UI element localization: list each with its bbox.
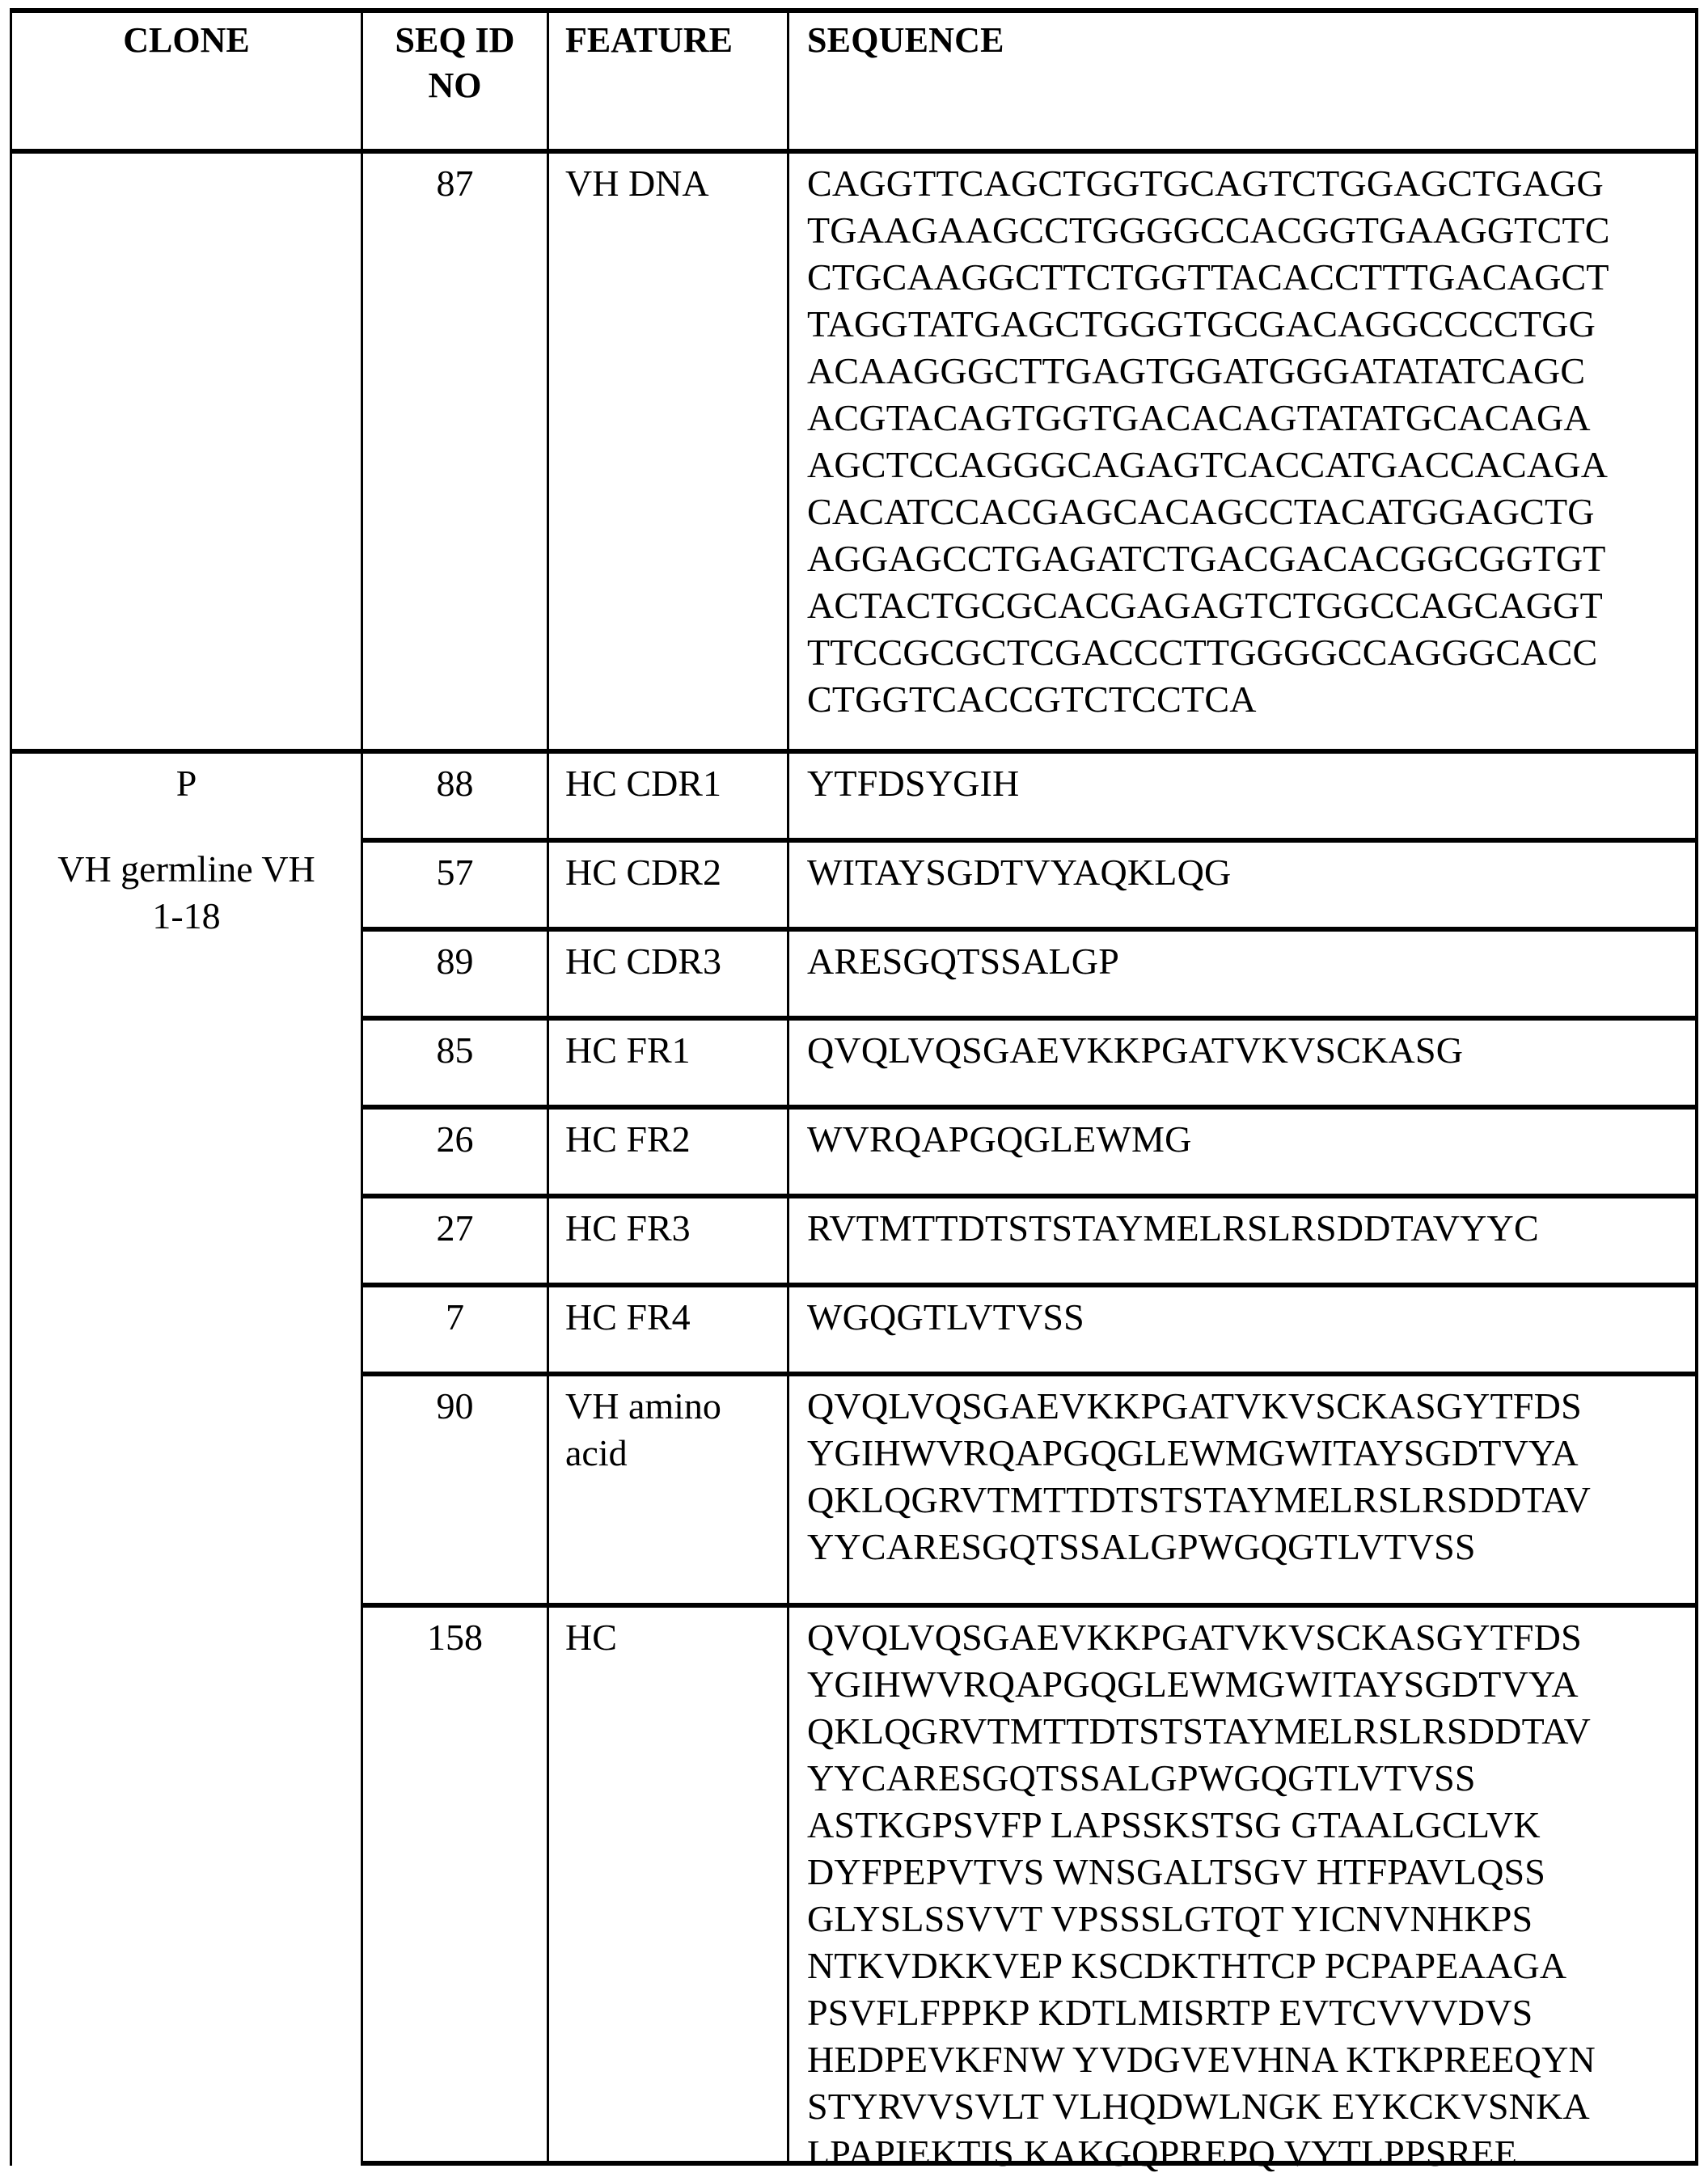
sequence-line: TTCCGCGCTCGACCCTTGGGGCCAGGGCACC xyxy=(807,632,1598,673)
sequence-line: YTFDSYGIH xyxy=(807,763,1020,804)
sequence-line: GLYSLSSVVT VPSSSLGTQT YICNVNHKPS xyxy=(807,1898,1533,1939)
feature-cell: HC FR3 xyxy=(547,1194,787,1283)
sequence-line: CTGCAAGGCTTCTGGTTACACCTTTGACAGCT xyxy=(807,256,1609,298)
feature-cell: HC CDR2 xyxy=(547,838,787,927)
clone-cell xyxy=(10,749,361,2166)
sequence-line: AGCTCCAGGGCAGAGTCACCATGACCACAGA xyxy=(807,444,1609,485)
header-feature: FEATURE xyxy=(547,13,787,149)
table-row-hc-fr1 xyxy=(361,1016,1698,1105)
sequence-line: RVTMTTDTSTSTAYMELRSLRSDDTAVYYC xyxy=(807,1207,1539,1249)
seq-id-cell: 26 xyxy=(361,1105,547,1194)
clone-germline: VH germline VH xyxy=(57,848,315,890)
feature-label: VH amino xyxy=(565,1385,721,1427)
feature-label: acid xyxy=(565,1432,628,1473)
sequence-line: ACTACTGCGCACGAGAGTCTGGCCAGCAGGT xyxy=(807,585,1603,626)
sequence-cell xyxy=(787,1372,1698,1603)
seq-id-cell: 89 xyxy=(361,927,547,1016)
sequence-cell xyxy=(787,1194,1698,1283)
sequence-cell xyxy=(787,1603,1698,2174)
sequence-table xyxy=(10,8,1698,2174)
sequence-cell xyxy=(787,927,1698,1016)
table-row-hc xyxy=(361,1603,1698,2174)
table-row-vh-dna xyxy=(10,149,1698,749)
sequence-line: YYCARESGQTSSALGPWGQGTLVTVSS xyxy=(807,1526,1476,1567)
table-row-hc-fr2 xyxy=(361,1105,1698,1194)
sequence-line: DYFPEPVTVS WNSGALTSGV HTFPAVLQSS xyxy=(807,1851,1546,1892)
feature-cell: HC FR4 xyxy=(547,1283,787,1372)
sequence-cell xyxy=(787,149,1698,749)
seq-id-cell: 158 xyxy=(361,1603,547,2161)
sequence-line: PSVFLFPPKP KDTLMISRTP EVTCVVVDVS xyxy=(807,1992,1533,2033)
sequence-line: STYRVVSVLT VLHQDWLNGK EYKCKVSNKA xyxy=(807,2086,1590,2127)
sequence-cell xyxy=(787,749,1698,838)
header-sequence: SEQUENCE xyxy=(787,13,1698,149)
sequence-line: YYCARESGQTSSALGPWGQGTLVTVSS xyxy=(807,1757,1476,1799)
feature-cell: HC CDR3 xyxy=(547,927,787,1016)
sequence-line: TGAAGAAGCCTGGGGCCACGGTGAAGGTCTC xyxy=(807,209,1610,251)
table-row-hc-cdr3 xyxy=(361,927,1698,1016)
header-seq-id xyxy=(361,13,547,149)
seq-id-cell: 87 xyxy=(361,149,547,749)
sequence-line: YGIHWVRQAPGQGLEWMGWITAYSGDTVYA xyxy=(807,1663,1579,1705)
feature-cell: HC FR2 xyxy=(547,1105,787,1194)
table-row-hc-cdr2 xyxy=(361,838,1698,927)
sequence-line: CTGGTCACCGTCTCCTCA xyxy=(807,678,1257,720)
clone-name: P xyxy=(175,763,197,804)
sequence-line: CAGGTTCAGCTGGTGCAGTCTGGAGCTGAGG xyxy=(807,163,1604,204)
seq-id-cell: 88 xyxy=(361,749,547,838)
sequence-cell xyxy=(787,1016,1698,1105)
header-seq-id-label: SEQ ID NO xyxy=(395,20,515,105)
feature-cell: HC FR1 xyxy=(547,1016,787,1105)
sequence-line: QVQLVQSGAEVKKPGATVKVSCKASGYTFDS xyxy=(807,1617,1582,1658)
sequence-line: QKLQGRVTMTTDTSTSTAYMELRSLRSDDTAV xyxy=(807,1710,1592,1752)
sequence-line: NTKVDKKVEP KSCDKTHTCP PCPAPEAAGA xyxy=(807,1945,1567,1986)
sequence-line: ASTKGPSVFP LAPSSKSTSG GTAALGCLVK xyxy=(807,1804,1541,1845)
spacer xyxy=(12,807,361,846)
table-row-hc-fr3 xyxy=(361,1194,1698,1283)
sequence-cell xyxy=(787,1283,1698,1372)
sequence-line: CACATCCACGAGCACAGCCTACATGGAGCTG xyxy=(807,491,1595,532)
sequence-line: WITAYSGDTVYAQKLQG xyxy=(807,852,1232,893)
sequence-line: ACAAGGGCTTGAGTGGATGGGATATATCAGC xyxy=(807,350,1586,391)
sequence-cell xyxy=(787,838,1698,927)
sequence-line: YGIHWVRQAPGQGLEWMGWITAYSGDTVYA xyxy=(807,1432,1579,1473)
sequence-line: TAGGTATGAGCTGGGTGCGACAGGCCCCTGG xyxy=(807,303,1596,345)
seq-id-cell: 85 xyxy=(361,1016,547,1105)
clone-germline: 1-18 xyxy=(152,895,221,936)
sequence-line: ACGTACAGTGGTGACACAGTATATGCACAGA xyxy=(807,397,1591,438)
table-row-vh-amino-acid xyxy=(361,1372,1698,1603)
clone-group-p xyxy=(10,749,1698,2174)
feature-cell: HC CDR1 xyxy=(547,749,787,838)
sequence-line: ARESGQTSSALGP xyxy=(807,941,1120,982)
clone-cell-empty xyxy=(10,149,361,749)
table-header-row xyxy=(10,8,1698,149)
seq-id-cell: 57 xyxy=(361,838,547,927)
clone-feature-rows xyxy=(361,749,1698,2174)
sequence-line: WVRQAPGQGLEWMG xyxy=(807,1118,1192,1160)
table-row-hc-cdr1 xyxy=(361,749,1698,838)
seq-id-cell: 90 xyxy=(361,1372,547,1603)
sequence-line: LPAPIEKTIS KAKGQPREPQ VYTLPPSREE xyxy=(807,2133,1517,2174)
sequence-line: WGQGTLVTVSS xyxy=(807,1296,1084,1338)
sequence-cell xyxy=(787,1105,1698,1194)
sequence-line: QVQLVQSGAEVKKPGATVKVSCKASGYTFDS xyxy=(807,1385,1582,1427)
sequence-line: AGGAGCCTGAGATCTGACGACACGGCGGTGT xyxy=(807,538,1606,579)
sequence-line: QKLQGRVTMTTDTSTSTAYMELRSLRSDDTAV xyxy=(807,1479,1592,1520)
sequence-line: QVQLVQSGAEVKKPGATVKVSCKASG xyxy=(807,1029,1464,1071)
table-row-hc-fr4 xyxy=(361,1283,1698,1372)
feature-cell: VH DNA xyxy=(547,149,787,749)
feature-cell xyxy=(547,1372,787,1603)
sequence-line: HEDPEVKFNW YVDGVEVHNA KTKPREEQYN xyxy=(807,2039,1596,2080)
seq-id-cell: 7 xyxy=(361,1283,547,1372)
feature-cell: HC xyxy=(547,1603,787,2161)
header-clone: CLONE xyxy=(10,13,361,149)
seq-id-cell: 27 xyxy=(361,1194,547,1283)
